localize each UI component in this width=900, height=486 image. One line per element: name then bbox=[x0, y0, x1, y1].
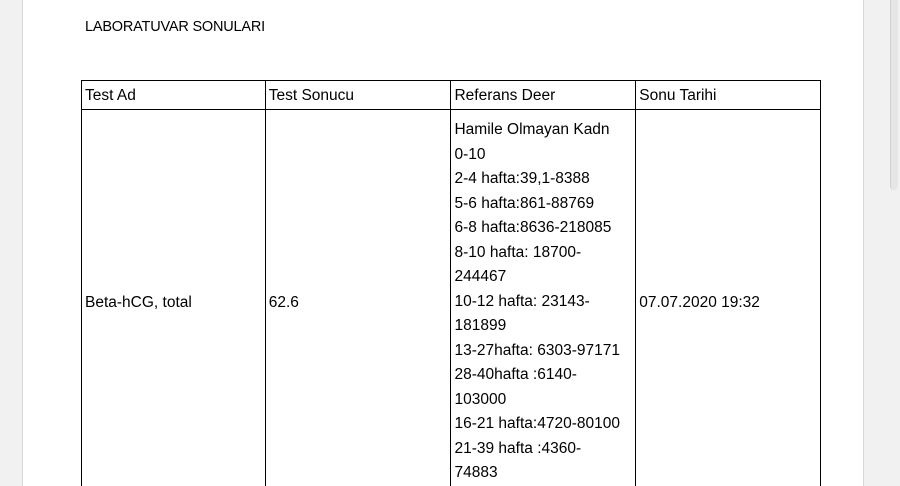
cell-result-date: 07.07.2020 19:32 bbox=[636, 110, 821, 486]
reference-line: 16-21 hafta:4720-80100 bbox=[454, 415, 620, 432]
reference-line: 244467 bbox=[454, 268, 507, 285]
table-row bbox=[82, 110, 821, 486]
header-reference-value: Referans Deer bbox=[451, 81, 636, 110]
cell-test-result: 62.6 bbox=[265, 110, 451, 486]
scrollbar-thumb[interactable] bbox=[890, 0, 898, 190]
reference-line: 28-40hafta :6140- bbox=[454, 366, 577, 383]
reference-line: 0-10 bbox=[454, 145, 486, 163]
reference-line: 13-27hafta: 6303-97171 bbox=[454, 341, 620, 359]
reference-line: 8-10 hafta: 18700- bbox=[454, 243, 582, 261]
header-result-date: Sonu Tarihi bbox=[636, 81, 821, 110]
cell-reference-value bbox=[451, 110, 636, 486]
reference-line: 21-39 hafta :4360- bbox=[454, 439, 582, 457]
vertical-scrollbar[interactable] bbox=[890, 0, 900, 486]
reference-line: 10-12 hafta: 23143- bbox=[454, 292, 590, 310]
cell-test-name: Beta-hCG, total bbox=[82, 110, 266, 486]
reference-line: 5-6 hafta:861-88769 bbox=[454, 194, 595, 212]
header-test-name: Test Ad bbox=[82, 81, 266, 110]
reference-line: 6-8 hafta:8636-218085 bbox=[454, 219, 612, 236]
reference-line: 2-4 hafta:39,1-8388 bbox=[454, 170, 590, 187]
header-test-result: Test Sonucu bbox=[265, 81, 451, 110]
reference-line: 103000 bbox=[454, 390, 507, 408]
lab-results-table bbox=[81, 80, 821, 486]
reference-line: 74883 bbox=[454, 464, 498, 481]
reference-line: 181899 bbox=[454, 317, 507, 334]
document-page bbox=[22, 0, 864, 486]
table-header-row bbox=[82, 81, 821, 110]
reference-line: Hamile Olmayan Kadn bbox=[454, 121, 610, 138]
document-title: LABORATUVAR SONULARI bbox=[85, 19, 265, 35]
